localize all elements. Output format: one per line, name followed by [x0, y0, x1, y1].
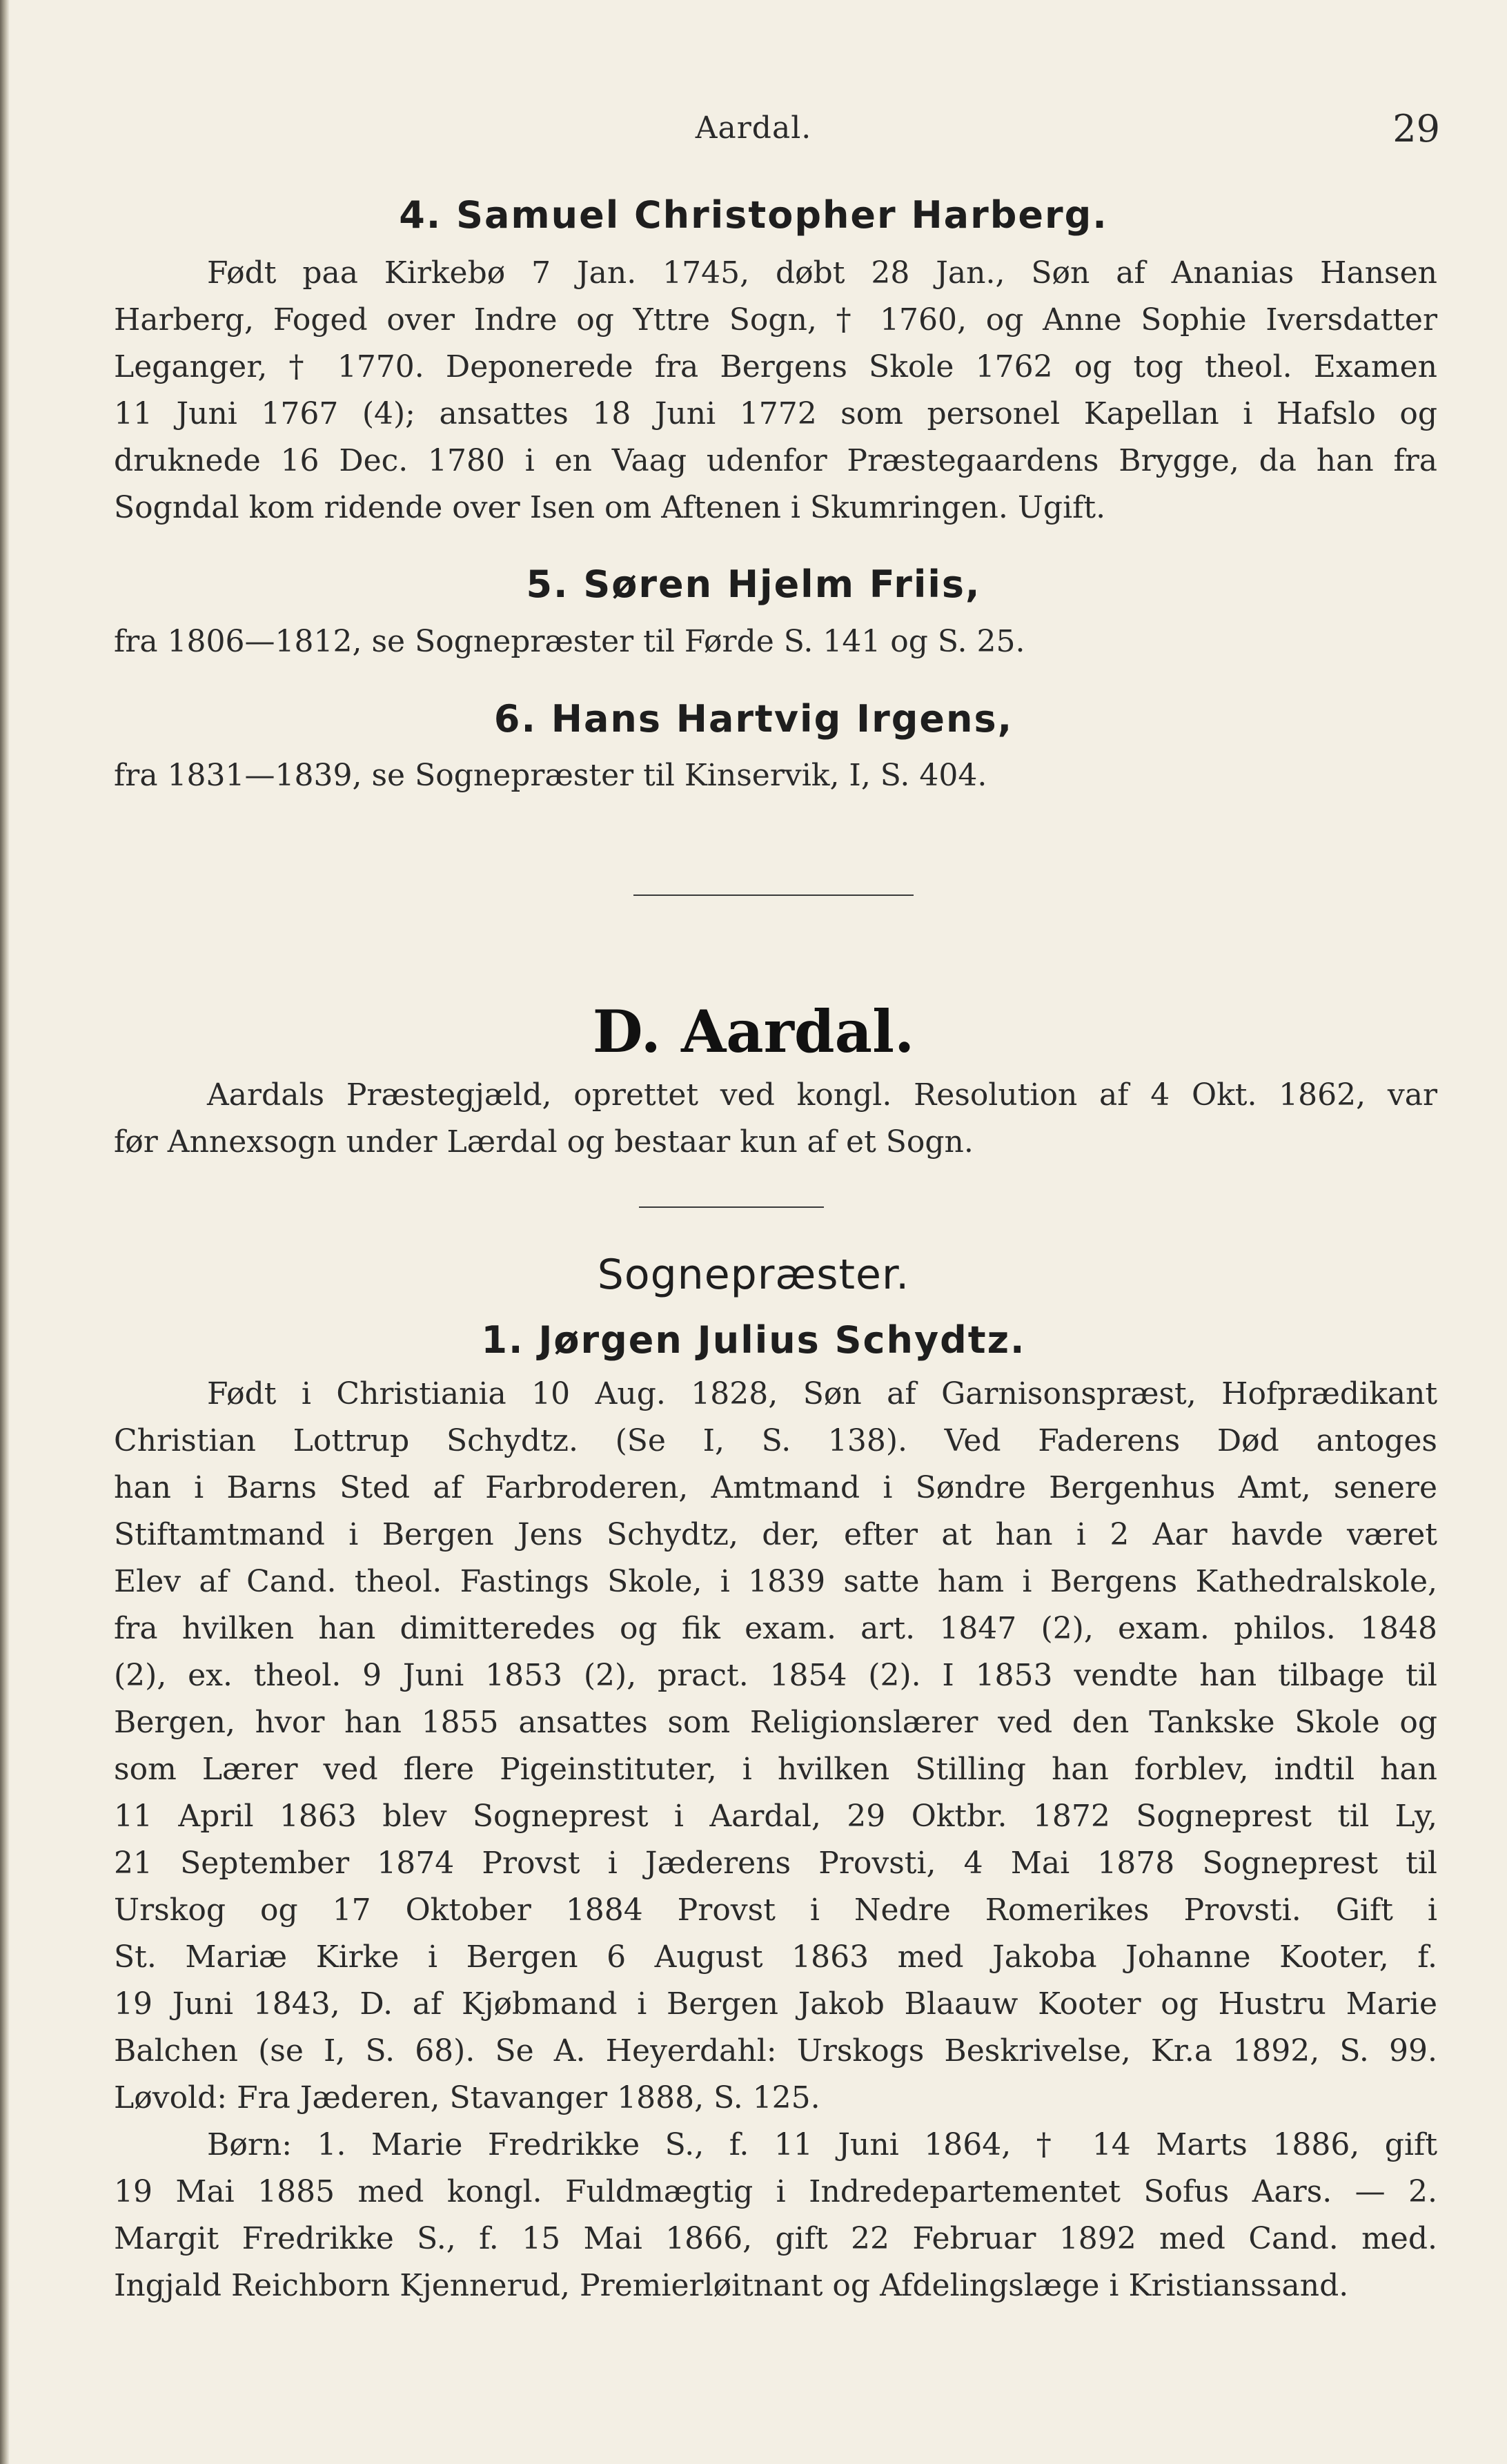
priest-1-line: Elev af Cand. theol. Fastings Skole, i 1839 satte ham i Bergens Kathedralskole, — [114, 1564, 1437, 1599]
section-divider — [639, 1206, 824, 1208]
entry-4-heading: 4. Samuel Christopher Harberg. — [399, 193, 1108, 237]
priest-1-line: han i Barns Sted af Farbroderen, Amtmand i Søndre Bergenhus Amt, senere — [114, 1470, 1437, 1505]
entry-6-heading: 6. Hans Hartvig Irgens, — [493, 697, 1014, 741]
section-d-line: Aardals Præstegjæld, oprettet ved kongl. Resolution af 4 Okt. 1862, var — [207, 1077, 1437, 1113]
priest-1-line: Løvold: Fra Jæderen, Stavanger 1888, S. 125. — [114, 2080, 820, 2115]
priest-1-line: Christian Lottrup Schydtz. (Se I, S. 138). Ved Faderens Død antoges — [114, 1423, 1437, 1458]
entry-4-line: Sogndal kom ridende over Isen om Aftenen i Skumringen. Ugift. — [114, 490, 1106, 525]
entry-5-line: fra 1806—1812, se Sognepræster til Førde S. 141 og S. 25. — [114, 624, 1025, 659]
priest-1-line: Urskog og 17 Oktober 1884 Provst i Nedre Romerikes Provsti. Gift i — [114, 1893, 1437, 1928]
priest-1-line: Margit Fredrikke S., f. 15 Mai 1866, gift 22 Februar 1892 med Cand. med. — [114, 2221, 1437, 2256]
section-d-line: før Annexsogn under Lærdal og bestaar kun af et Sogn. — [114, 1124, 974, 1160]
entry-4-line: Født paa Kirkebø 7 Jan. 1745, døbt 28 Jan., Søn af Ananias Hansen — [207, 255, 1437, 291]
priest-1-line: 21 September 1874 Provst i Jæderens Provsti, 4 Mai 1878 Sogneprest til — [114, 1846, 1437, 1881]
priest-1-line: som Lærer ved flere Pigeinstituter, i hvilken Stilling han forblev, indtil han — [114, 1752, 1437, 1787]
priest-1-line: (2), ex. theol. 9 Juni 1853 (2), pract. 1854 (2). I 1853 vendte han tilbage til — [114, 1658, 1437, 1693]
priest-1-line: Børn: 1. Marie Fredrikke S., f. 11 Juni 1864, † 14 Marts 1886, gift — [207, 2127, 1437, 2162]
entry-4-line: druknede 16 Dec. 1780 i en Vaag udenfor Præstegaardens Brygge, da han fra — [114, 443, 1437, 478]
priest-1-heading: 1. Jørgen Julius Schydtz. — [481, 1318, 1026, 1362]
priest-1-line: Bergen, hvor han 1855 ansattes som Religionslærer ved den Tankske Skole og — [114, 1705, 1437, 1740]
sogneprester-heading: Sognepræster. — [597, 1251, 910, 1299]
priest-1-line: Stiftamtmand i Bergen Jens Schydtz, der, efter at han i 2 Aar havde været — [114, 1517, 1437, 1552]
entry-6-line: fra 1831—1839, se Sognepræster til Kinservik, I, S. 404. — [114, 758, 987, 793]
entry-4-line: 11 Juni 1767 (4); ansattes 18 Juni 1772 som personel Kapellan i Hafslo og — [114, 396, 1437, 431]
section-d-heading: D. Aardal. — [592, 997, 915, 1066]
page-number: 29 — [1392, 107, 1440, 150]
page-edge-shadow — [0, 0, 10, 2464]
entry-4-line: Leganger, † 1770. Deponerede fra Bergens Skole 1762 og tog theol. Examen — [114, 349, 1437, 384]
entry-5-heading: 5. Søren Hjelm Friis, — [526, 563, 981, 606]
section-divider — [633, 894, 914, 896]
priest-1-line: Ingjald Reichborn Kjennerud, Premierløitnant og Afdelingslæge i Kristianssand. — [114, 2268, 1349, 2303]
priest-1-line: 11 April 1863 blev Sogneprest i Aardal, 29 Oktbr. 1872 Sogneprest til Ly, — [114, 1799, 1437, 1834]
priest-1-line: fra hvilken han dimitteredes og fik exam. art. 1847 (2), exam. philos. 1848 — [114, 1611, 1437, 1646]
priest-1-line: 19 Mai 1885 med kongl. Fuldmægtig i Indredepartementet Sofus Aars. — 2. — [114, 2174, 1437, 2209]
entry-4-line: Harberg, Foged over Indre og Yttre Sogn, † 1760, og Anne Sophie Iversdatter — [114, 302, 1437, 338]
priest-1-line: Balchen (se I, S. 68). Se A. Heyerdahl: Urskogs Beskrivelse, Kr.a 1892, S. 99. — [114, 2033, 1437, 2069]
priest-1-line: 19 Juni 1843, D. af Kjøbmand i Bergen Jakob Blaauw Kooter og Hustru Marie — [114, 1986, 1437, 2022]
running-title: Aardal. — [695, 110, 812, 146]
priest-1-line: Født i Christiania 10 Aug. 1828, Søn af Garnisonspræst, Hofprædikant — [207, 1376, 1437, 1411]
priest-1-line: St. Mariæ Kirke i Bergen 6 August 1863 med Jakoba Johanne Kooter, f. — [114, 1939, 1437, 1975]
